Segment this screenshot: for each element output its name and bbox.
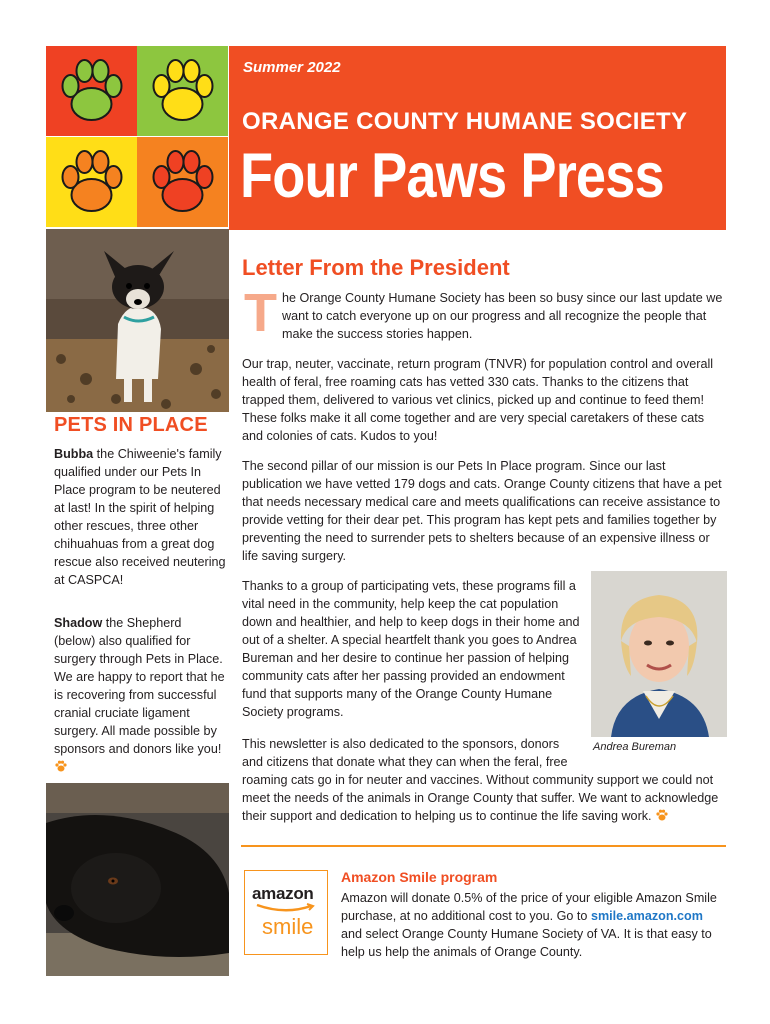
- amazon-text-after: and select Orange County Humane Society of VA. It is that easy to help us help the animals of Orange County.: [341, 927, 712, 959]
- shadow-photo: [46, 783, 229, 976]
- bubba-name: Bubba: [54, 447, 94, 461]
- paw-tile-orange: [46, 137, 137, 227]
- amazon-smile-heading: Amazon Smile program: [341, 869, 498, 885]
- amazon-text-before: Amazon will donate 0.5% of the price of your eligible Amazon Smile purchase, at no additional cost to you. Go to: [341, 891, 717, 923]
- letter-paragraph-5b: [242, 771, 726, 825]
- bubba-text: the Chiweenie's family qualified under our Pets In Place program to be neutered at last! In the spirit of helping other rescues, three other chihuahuas from a great dog rescue also received neutering at CASPCA!: [54, 447, 226, 587]
- paw-icon: [655, 808, 669, 822]
- letter-heading: Letter From the President: [242, 255, 510, 280]
- paw-icon: [54, 759, 68, 773]
- letter-paragraph-2: Our trap, neuter, vaccinate, return program (TNVR) for population control and overall health of feral, free roaming cats has vetted 330 cats. Thanks to the citizens that trapped them, delivered to various vet clinics, picked up and continue to feed them! These folks make it all come together and are very special caretakers of these cats and colonies of cats. Kudos to you!: [242, 357, 714, 443]
- pets-in-place-heading: PETS IN PLACE: [54, 414, 208, 436]
- letter-paragraph-5b-text: roaming cats go in for neuter and vaccines. Without community support we could not meet the needs of the animals in Orange County that suffer. We want to acknowledge their support and dedication to helping us to continue the life saving work.: [242, 773, 719, 823]
- shadow-story: [54, 614, 226, 776]
- shadow-name: Shadow: [54, 616, 103, 630]
- bubba-photo: [46, 229, 229, 412]
- paw-tile-yellow: [137, 46, 228, 136]
- amazon-smile-arrow-icon: [255, 903, 317, 913]
- issue-season: Summer 2022: [243, 59, 341, 76]
- andrea-bureman-photo: [591, 571, 727, 737]
- section-divider: [241, 845, 726, 847]
- shadow-text: the Shepherd (below) also qualified for surgery through Pets in Place. We are happy to report that he is recovering from successful cranial cruciate ligament surgery. All made possible by sponsors and donors like you!: [54, 616, 225, 756]
- letter-paragraph-3: The second pillar of our mission is our Pets In Place program. Since our last publication we have vetted 179 dogs and cats. Orange County citizens that have a pet that needs necessary medical care and meets qualifications can receive assistance to provide vetting for their dear pet. This program has kept pets and families together by preventing the need to surrender pets to shelters because of an expensive illness or life saving surgery.: [242, 459, 722, 563]
- letter-paragraph-1: he Orange County Humane Society has been so busy since our last update we want to catch everyone up on our progress and all recognize the people that make the success stories happen.: [282, 291, 723, 341]
- letter-paragraph-5a: This newsletter is also dedicated to the sponsors, donors and citizens that donate what they can when the feral, free: [242, 737, 568, 769]
- amazon-logo-word: amazon: [252, 884, 314, 903]
- organization-name: ORANGE COUNTY HUMANE SOCIETY: [242, 108, 688, 135]
- paw-tile-red: [137, 137, 228, 227]
- amazon-logo-smile: smile: [262, 914, 314, 939]
- amazon-smile-link[interactable]: smile.amazon.com: [590, 909, 703, 923]
- drop-cap: T: [244, 283, 277, 343]
- bubba-story: [54, 445, 226, 589]
- amazon-smile-text: [341, 889, 726, 961]
- paw-tile-green: [46, 46, 137, 136]
- photo-caption: Andrea Bureman: [593, 741, 677, 753]
- newsletter-title: Four Paws Press: [240, 141, 664, 211]
- letter-paragraph-4: Thanks to a group of participating vets, these programs fill a vital need in the community, help keep the cat population down and healthier, and help to keep dogs in their home and out of a shelter. A special heartfelt thank you goes to Andrea Bureman and her desire to continue her passion of helping community cats after her passing provided an endowment fund that supports many of the Orange County Humane Society programs.: [242, 579, 580, 719]
